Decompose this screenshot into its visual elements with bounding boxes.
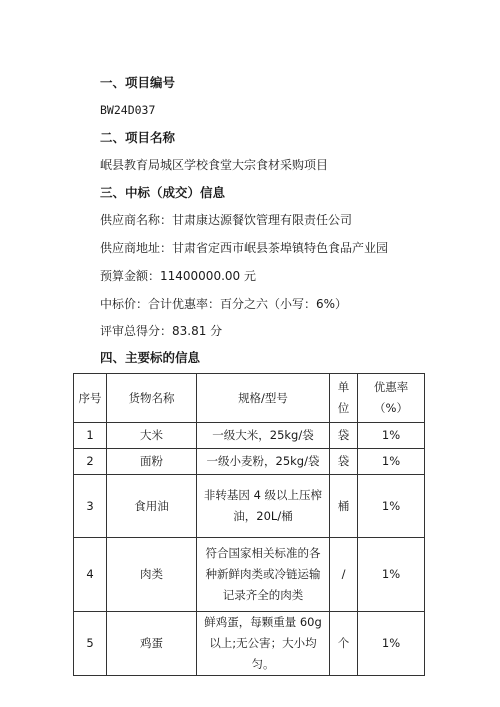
cell-discount-rate: 1% — [358, 449, 425, 475]
table-row — [74, 538, 425, 612]
table-header-row — [74, 374, 425, 423]
award-info-heading: 三、中标（成交）信息 — [100, 185, 226, 200]
review-score: 评审总得分：83.81 分 — [100, 324, 223, 338]
cell-goods-name: 食用油 — [107, 475, 197, 538]
cell-spec: 一级小麦粉，25kg/袋 — [197, 449, 330, 475]
header-goods-name: 货物名称 — [107, 374, 197, 423]
cell-serial: 4 — [74, 538, 107, 612]
header-unit: 单位 — [330, 374, 358, 423]
cell-unit: 桶 — [330, 475, 358, 538]
bid-price: 中标价：合计优惠率：百分之六（小写：6%） — [100, 297, 348, 311]
cell-discount-rate: 1% — [358, 538, 425, 612]
cell-goods-name: 肉类 — [107, 538, 197, 612]
cell-unit: 个 — [330, 612, 358, 676]
main-items-heading: 四、主要标的信息 — [100, 350, 201, 365]
cell-discount-rate: 1% — [358, 475, 425, 538]
cell-spec: 鲜鸡蛋，每颗重量 60g以上;无公害；大小均匀。 — [197, 612, 330, 676]
cell-goods-name: 鸡蛋 — [107, 612, 197, 676]
cell-unit: / — [330, 538, 358, 612]
cell-discount-rate: 1% — [358, 612, 425, 676]
table-row — [74, 475, 425, 538]
project-name: 岷县教育局城区学校食堂大宗食材采购项目 — [100, 158, 329, 172]
project-number-heading: 一、项目编号 — [100, 75, 176, 90]
project-number: BW24D037 — [100, 103, 156, 117]
header-serial: 序号 — [74, 374, 107, 423]
cell-serial: 5 — [74, 612, 107, 676]
cell-unit: 袋 — [330, 423, 358, 449]
cell-serial: 2 — [74, 449, 107, 475]
supplier-name: 供应商名称：甘肃康达源餐饮管理有限责任公司 — [100, 213, 353, 227]
cell-serial: 1 — [74, 423, 107, 449]
table-row — [74, 612, 425, 676]
cell-spec: 一级大米，25kg/袋 — [197, 423, 330, 449]
supplier-address: 供应商地址：甘肃省定西市岷县茶埠镇特色食品产业园 — [100, 241, 389, 255]
header-spec: 规格/型号 — [197, 374, 330, 423]
budget-amount: 预算金额：11400000.00 元 — [100, 269, 256, 283]
cell-serial: 3 — [74, 475, 107, 538]
table-row — [74, 423, 425, 449]
main-items-table — [73, 373, 425, 676]
cell-goods-name: 面粉 — [107, 449, 197, 475]
table-row — [74, 449, 425, 475]
cell-goods-name: 大米 — [107, 423, 197, 449]
cell-spec: 符合国家相关标准的各种新鲜肉类或冷链运输记录齐全的肉类 — [197, 538, 330, 612]
cell-unit: 袋 — [330, 449, 358, 475]
cell-discount-rate: 1% — [358, 423, 425, 449]
cell-spec: 非转基因 4 级以上压榨油，20L/桶 — [197, 475, 330, 538]
project-name-heading: 二、项目名称 — [100, 130, 176, 145]
header-discount-rate: 优惠率（%） — [358, 374, 425, 423]
